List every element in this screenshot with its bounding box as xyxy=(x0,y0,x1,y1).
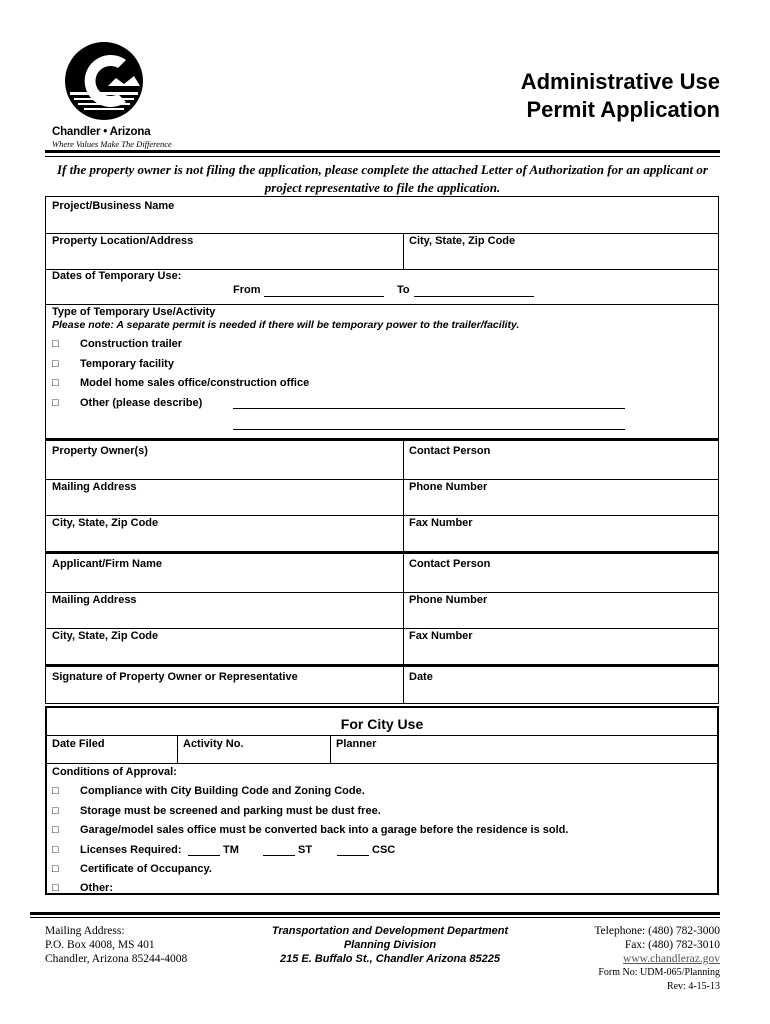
license-tm-input[interactable] xyxy=(188,855,220,856)
activity-no-field[interactable]: Activity No. xyxy=(183,738,244,750)
temporary-facility-label: Temporary facility xyxy=(80,358,174,370)
dates-label: Dates of Temporary Use: xyxy=(52,270,182,282)
bottom-divider xyxy=(30,912,720,915)
property-owner-field[interactable]: Property Owner(s) xyxy=(52,445,148,457)
other-condition-input[interactable] xyxy=(120,893,588,894)
project-csz-field[interactable]: City, State, Zip Code xyxy=(409,235,516,247)
signature-date-field[interactable]: Date xyxy=(409,671,433,683)
footer-form-no: Form No: UDM-065/Planning xyxy=(598,967,720,978)
other-use-label: Other (please describe) xyxy=(80,397,203,409)
license-st-label: ST xyxy=(298,844,313,856)
city-use-heading: For City Use xyxy=(340,716,424,732)
to-label: To xyxy=(397,284,410,296)
city-use-section xyxy=(45,706,719,895)
authorization-notice: If the property owner is not filing the application, please complete the attached Letter of Authorization for an applicant or project representative to file the application. xyxy=(57,162,708,195)
other-condition-checkbox[interactable]: □ xyxy=(52,882,59,894)
logo-name: Chandler • Arizona xyxy=(52,126,151,138)
from-label: From xyxy=(233,284,261,296)
condition-garage-checkbox[interactable]: □ xyxy=(52,824,59,836)
owner-contact-field[interactable]: Contact Person xyxy=(409,445,491,457)
applicant-mailing-field[interactable]: Mailing Address xyxy=(52,594,137,606)
page-title: Administrative Use Permit Application xyxy=(520,69,720,122)
power-note: Please note: A separate permit is needed if there will be temporary power to the trailer/facility. xyxy=(52,319,520,331)
application-form xyxy=(45,196,719,704)
other-use-checkbox[interactable]: □ xyxy=(52,397,59,409)
owner-fax-field[interactable]: Fax Number xyxy=(409,517,473,529)
use-type-label: Type of Temporary Use/Activity xyxy=(52,306,216,318)
construction-trailer-label: Construction trailer xyxy=(80,338,183,350)
condition-code-checkbox[interactable]: □ xyxy=(52,785,59,797)
footer-mailing-address: Mailing Address: P.O. Box 4008, MS 401 Chandler, Arizona 85244-4008 xyxy=(45,925,188,965)
date-filed-field[interactable]: Date Filed xyxy=(52,738,105,750)
license-csc-input[interactable] xyxy=(337,855,369,856)
model-home-label: Model home sales office/construction office xyxy=(80,377,310,389)
footer-website-link[interactable]: www.chandleraz.gov xyxy=(623,953,720,965)
footer-revision: Rev: 4-15-13 xyxy=(666,981,720,992)
property-location-field[interactable]: Property Location/Address xyxy=(52,235,194,247)
condition-storage-checkbox[interactable]: □ xyxy=(52,805,59,817)
other-condition-label: Other: xyxy=(80,882,113,894)
footer-department: Transportation and Development Department Planning Division 215 E. Buffalo St., Chandler Arizona 85225 xyxy=(271,925,509,965)
temporary-facility-checkbox[interactable]: □ xyxy=(52,358,59,370)
applicant-name-field[interactable]: Applicant/Firm Name xyxy=(52,558,163,570)
applicant-phone-field[interactable]: Phone Number xyxy=(409,594,488,606)
footer-contact xyxy=(594,924,720,994)
certificate-label: Certificate of Occupancy. xyxy=(80,863,212,875)
license-st-input[interactable] xyxy=(263,855,295,856)
signature-field[interactable]: Signature of Property Owner or Representative xyxy=(52,671,298,683)
planner-field[interactable]: Planner xyxy=(336,738,377,750)
top-divider xyxy=(45,150,720,153)
owner-csz-field[interactable]: City, State, Zip Code xyxy=(52,517,159,529)
licenses-label: Licenses Required: xyxy=(80,844,182,856)
owner-mailing-field[interactable]: Mailing Address xyxy=(52,481,137,493)
construction-trailer-checkbox[interactable]: □ xyxy=(52,338,59,350)
owner-phone-field[interactable]: Phone Number xyxy=(409,481,488,493)
license-csc-label: CSC xyxy=(372,844,396,856)
other-description-line-2[interactable] xyxy=(233,429,625,430)
footer-fax: Fax: (480) 782-3010 xyxy=(624,939,720,951)
model-home-checkbox[interactable]: □ xyxy=(52,377,59,389)
condition-garage-label: Garage/model sales office must be converted back into a garage before the residence is sold. xyxy=(80,824,569,836)
certificate-checkbox[interactable]: □ xyxy=(52,863,59,875)
applicant-fax-field[interactable]: Fax Number xyxy=(409,630,473,642)
conditions-label: Conditions of Approval: xyxy=(52,766,177,778)
from-date-input[interactable] xyxy=(264,296,384,297)
to-date-input[interactable] xyxy=(414,296,534,297)
other-description-line-1[interactable] xyxy=(233,408,625,409)
top-divider-thin xyxy=(45,156,720,157)
applicant-contact-field[interactable]: Contact Person xyxy=(409,558,491,570)
license-tm-label: TM xyxy=(223,844,239,856)
licenses-checkbox[interactable]: □ xyxy=(52,844,59,856)
bottom-divider-thin xyxy=(30,917,720,918)
logo-tagline: Where Values Make The Difference xyxy=(52,139,172,149)
condition-storage-label: Storage must be screened and parking must be dust free. xyxy=(80,805,381,817)
applicant-csz-field[interactable]: City, State, Zip Code xyxy=(52,630,159,642)
project-name-field[interactable]: Project/Business Name xyxy=(52,200,175,212)
city-logo xyxy=(44,38,172,150)
chandler-logo-icon xyxy=(64,38,144,124)
footer-telephone: Telephone: (480) 782-3000 xyxy=(594,925,720,937)
condition-code-label: Compliance with City Building Code and Zoning Code. xyxy=(80,785,365,797)
